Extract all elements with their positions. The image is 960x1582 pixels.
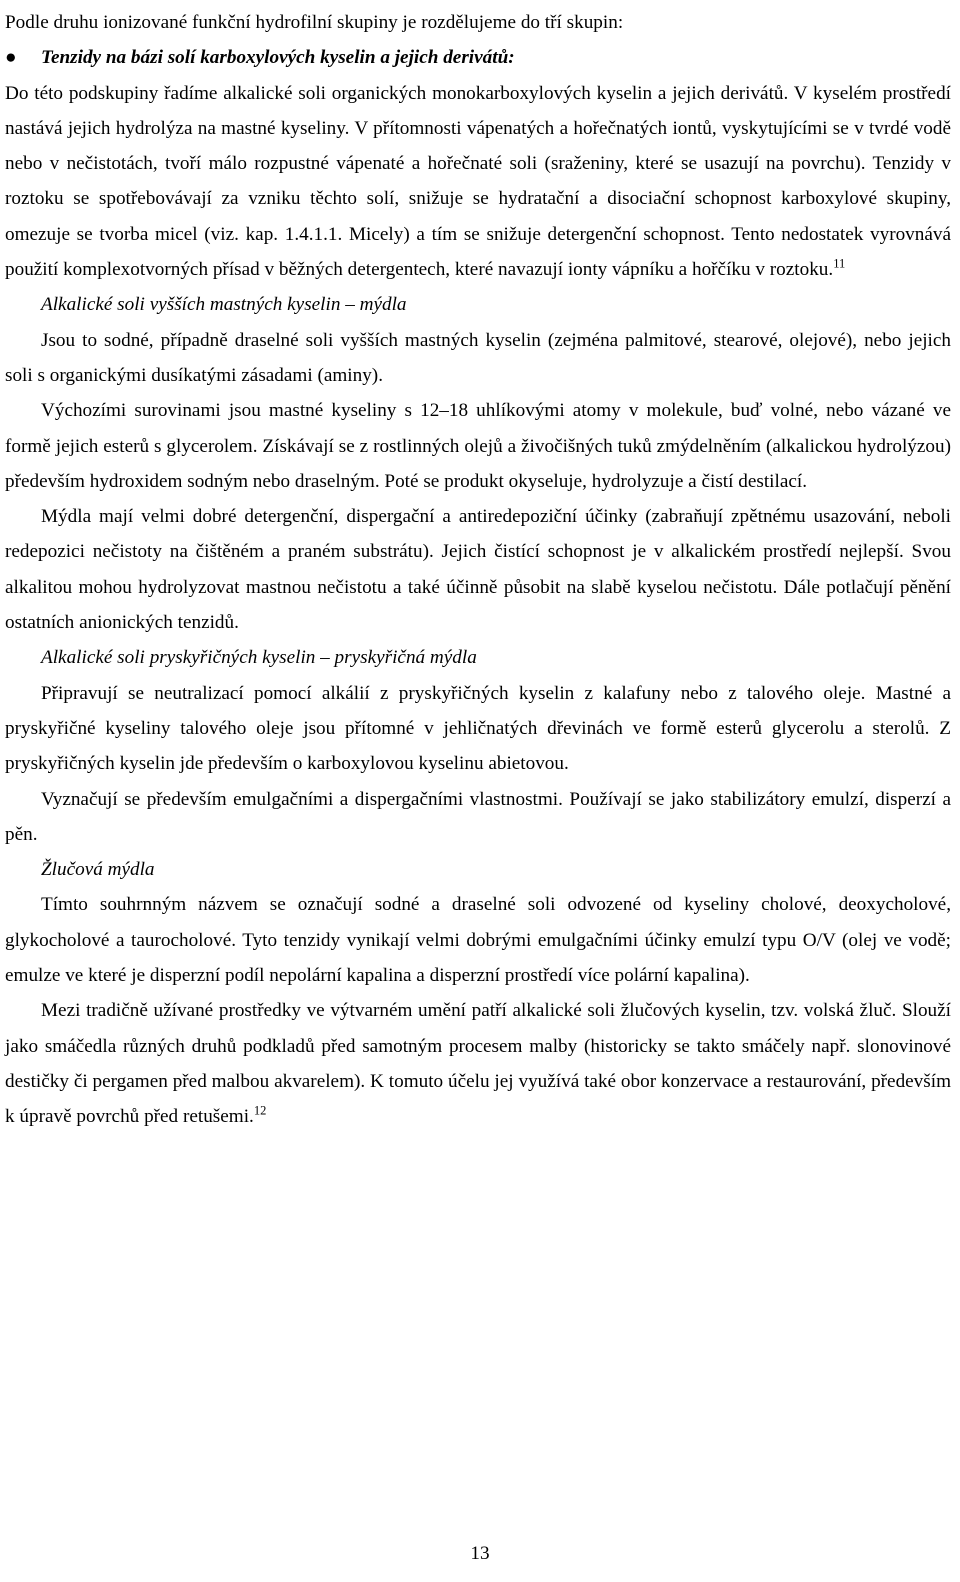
document-page xyxy=(5,0,951,1135)
mydla-paragraph-2: Výchozími surovinami jsou mastné kyseliny s 12–18 uhlíkovými atomy v molekule, buď volné, nebo vázané ve formě jejich esterů s glycerolem. Získávají se z rostlinných olejů a živočišných tuků zmýdelněním (alkalickou hydrolýzou) především hydroxidem sodným nebo draselným. Poté se produkt okyseluje, hydrolyzuje a čistí destilací. xyxy=(5,400,951,492)
intro-paragraph: Podle druhu ionizované funkční hydrofilní skupiny je rozdělujeme do tří skupin: xyxy=(5,12,624,33)
section-heading-pryskyricna: Alkalické soli pryskyřičných kyselin – pryskyřičná mýdla xyxy=(41,647,477,669)
bullet-item xyxy=(5,40,951,75)
footnote-ref-12: 12 xyxy=(253,1103,267,1118)
bullet-heading: Tenzidy na bázi solí karboxylových kyselin a jejich derivátů: xyxy=(41,47,515,69)
mydla-paragraph-3: Mýdla mají velmi dobré detergenční, dispergační a antiredepoziční účinky (zabraňují zpětnému usazování, neboli redepozici nečistoty na čištěném a praném substrátu). Jejich čistící schopnost je v alkalickém prostředí nejlepší. Svou alkalitou mohou hydrolyzovat mastnou nečistotu a také účinně působit na slabě kyselou nečistotu. Dále potlačují pěnění ostatních anionických tenzidů. xyxy=(5,506,951,634)
pryskyricna-paragraph-2: Vyznačují se především emulgačními a dispergačními vlastnostmi. Používají se jako stabilizátory emulzí, disperzí a pěn. xyxy=(5,788,951,845)
pryskyricna-paragraph-1: Připravují se neutralizací pomocí alkálií z pryskyřičných kyselin z kalafuny nebo z talového oleje. Mastné a pryskyřičné kyseliny talového oleje jsou přítomné v jehličnatých dřevinách ve formě esterů glycerolu a sterolů. Z pryskyřičných kyselin jde především o karboxylovou kyselinu abietovou. xyxy=(5,682,951,775)
zlucova-paragraph-2 xyxy=(5,993,951,1134)
section-heading-zlucova: Žlučová mýdla xyxy=(41,859,155,881)
zlucova-text-2: Mezi tradičně užívané prostředky ve výtvarném umění patří alkalické soli žlučových kyselin, tzv. volská žluč. Slouží jako smáčedla různých druhů podkladů před samotným procesem malby (historicky se takto smáčely např. slonovinové destičky či pergamen před malbou akvarelem). K tomuto účelu jej využívá také obor konzervace a restaurování, především k úpravě povrchů před retušemi. xyxy=(5,1000,951,1128)
footnote-ref-11: 11 xyxy=(833,256,846,271)
mydla-paragraph-1: Jsou to sodné, případně draselné soli vyšších mastných kyselin (zejména palmitové, stearové, olejové), nebo jejich soli s organickými dusíkatými zásadami (aminy). xyxy=(5,329,951,386)
zlucova-paragraph-1: Tímto souhrnným názvem se označují sodné a draselné soli odvozené od kyseliny cholové, deoxycholové, glykocholové a taurocholové. Tyto tenzidy vynikají velmi dobrými emulgačními účinky emulzí typu O/V (olej ve vodě; emulze ve které je disperzní podíl nepolární kapalina a disperzní prostředí více polární kapalina). xyxy=(5,894,951,987)
karboxyl-paragraph xyxy=(5,76,951,288)
karboxyl-text: Do této podskupiny řadíme alkalické soli organických monokarboxylových kyselin a jejich derivátů. V kyselém prostředí nastává jejich hydrolýza na mastné kyseliny. V přítomnosti vápenatých a hořečnatých iontů, vyskytujícími se v tvrdé vodě nebo v nečistotách, tvoří málo rozpustné vápenaté a hořečnaté soli (sraženiny, které se usazují na povrchu). Tenzidy v roztoku se spotřebovávají za vzniku těchto solí, snižuje se hydratační a disociační schopnost karboxylové skupiny, omezuje se tvorba micel (viz. kap. 1.4.1.1. Micely) a tím se snižuje detergenční schopnost. Tento nedostatek vyrovnává použití komplexotvorných přísad v běžných detergentech, které navazují ionty vápníku a hořčíku v roztoku. xyxy=(5,82,951,281)
bullet-icon: ● xyxy=(5,47,17,69)
page-number: 13 xyxy=(470,1543,490,1564)
section-heading-mydla: Alkalické soli vyšších mastných kyselin – mýdla xyxy=(41,294,407,316)
